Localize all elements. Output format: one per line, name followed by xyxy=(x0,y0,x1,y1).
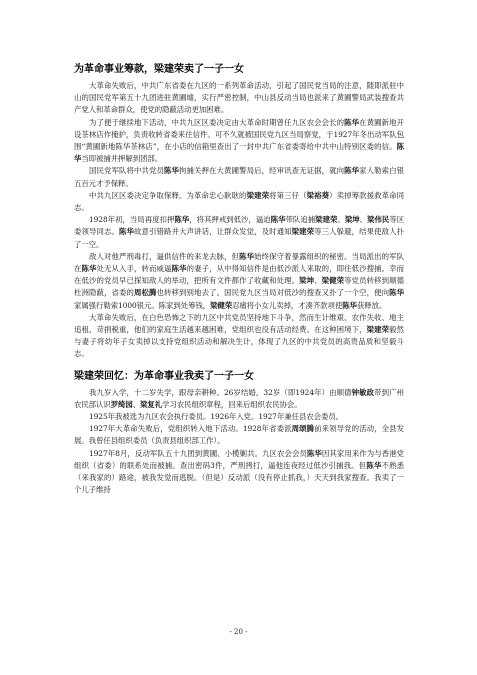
bold-name: 陈华 xyxy=(171,264,187,274)
text-run: 故意引错路并大声讲话，让群众发觉，及时通知 xyxy=(134,227,292,237)
bold-name: 钟敏政 xyxy=(351,387,375,397)
text-run: 等区委领导同志。 xyxy=(74,215,405,237)
paragraph xyxy=(74,312,404,361)
bold-name: 陈华 xyxy=(239,251,255,261)
text-run: 1927年8月，反动军队五十九团到黄圃、小榄剿共。九区农会会员 xyxy=(89,448,307,458)
bold-name: 周松腾 xyxy=(134,288,157,298)
bold-name: 陈华 xyxy=(119,227,135,237)
paragraph xyxy=(74,423,404,447)
bold-name: 陈华 xyxy=(342,300,357,310)
bold-name: 陈华 xyxy=(344,117,360,127)
text-run: 我九岁入学，十二岁失学，跟母亲耕种。26岁结婚，32岁（即1924年）由顺德 xyxy=(89,387,352,397)
bold-name: 梁建荣 xyxy=(291,227,315,237)
paragraph xyxy=(74,117,404,166)
bold-name: 陈华 xyxy=(270,215,286,225)
bold-name: 陈华 xyxy=(81,264,97,274)
text-run: 拘捕关押在大黄圃警局后，经审讯查无证据，就向 xyxy=(179,166,345,176)
section-title-recollection: 梁建荣回忆：为革命事业我卖了一子一女 xyxy=(74,370,254,382)
text-run: ）卖掉筹款援救革命同志。 xyxy=(74,190,404,213)
bold-name: 梁伟民 xyxy=(367,215,390,225)
text-run: 始终保守着暴露组织的秘密。当局派出的军队在 xyxy=(74,251,404,274)
bold-name: 梁建荣 xyxy=(246,190,270,200)
page-content xyxy=(74,63,404,497)
text-run: 的妻子，从中得知信件是由低沙派人来取的，即往低沙搜捕。幸而在低沙的党员早已探知敌人的举动，把所有文件都作了收藏和处理。 xyxy=(74,264,404,286)
text-run: 、 xyxy=(132,399,141,409)
text-run: 、 xyxy=(359,215,368,225)
paragraph xyxy=(74,80,404,117)
text-run: 为了便于继续地下活动，中共九区区委决定由大革命时期曾任九区农会会长的 xyxy=(89,117,345,127)
bold-name: 梁建荣 xyxy=(315,215,338,225)
bold-name: 陈华 xyxy=(174,215,190,225)
text-run: 毅然与妻子将幼年子女卖掉以支持党组织活动和解决生计，体现了九区的中共党员的高贵品质和坚毅斗志。 xyxy=(74,325,404,359)
text-run: 也转移到别地去了。国民党九区当局对低沙的搜查又扑了一个空，便向 xyxy=(156,288,390,298)
paragraph xyxy=(74,448,404,497)
text-run: 等党员转移到顺德杜洲隐蔽，省委的 xyxy=(74,276,405,298)
bold-name: 梁坤 xyxy=(299,276,315,286)
text-run: 因其家用来作为与香港党组织（省委）的联系处而被捕。查出密码3件，严刑拷打，逼他连夜经过低沙引捕我。但 xyxy=(74,448,405,470)
section-body-fundraising xyxy=(74,80,404,361)
paragraph xyxy=(74,165,404,189)
bold-name: 陈华 xyxy=(389,288,404,298)
text-run: 带到广州农民部认识 xyxy=(74,387,404,409)
bold-name: 陈华 xyxy=(306,448,322,458)
text-run: 中共九区区委决定争取保释。为革命忠心耿耿的 xyxy=(89,190,247,200)
text-run: 在黄圃新地开设茶林店作掩护，负责收转省委来往信件。可不久就被国民党九区当局察觉，于1927年冬出动军队包围“黄圃新地陈华茶林店”，在小店的信箱里查出了一封中共广东省委寄给中共中山特别区委的信。 xyxy=(74,117,404,152)
text-run: 国民党军队将中共党员 xyxy=(89,166,165,176)
text-run: 、 xyxy=(314,276,322,286)
bold-name: 陈华 xyxy=(74,142,404,164)
text-run: 大革命失败后，在白色恐怖之下的九区中共党员坚持地下斗争，然而生计维艰、农作失收、地主追租、苛捐税重，他们的家庭生活越来越困难，党组织也没有活动经费。在这种困境下， xyxy=(74,312,404,335)
bold-name: 梁坤 xyxy=(344,215,360,225)
text-run: 家人勒索白银五百元才予保释。 xyxy=(74,166,404,188)
text-run: 带队追捕 xyxy=(285,215,316,225)
text-run: 敌人对他严刑毒打，逼供信件的来龙去脉，但 xyxy=(89,251,240,261)
bold-name: 梁健荣 xyxy=(321,276,345,286)
bold-name: 梁建荣 xyxy=(366,325,390,335)
bold-name: 梁裕葵 xyxy=(306,190,330,200)
text-run: 处无从入手，转而威逼 xyxy=(96,264,172,274)
bold-name: 陈华 xyxy=(344,166,360,176)
bold-name: 梁健荣 xyxy=(210,300,233,310)
text-run: 忍痛将小女儿卖掉，才凑齐款项使 xyxy=(232,300,343,310)
page-number: - 20 - xyxy=(229,628,248,636)
paragraph xyxy=(74,190,404,214)
text-run: ，将其押戒到低沙，逼迫 xyxy=(189,215,271,225)
paragraph xyxy=(74,411,404,423)
text-run: 当即被捕并押解到团部。 xyxy=(81,154,163,164)
bold-name: 梁复礼 xyxy=(140,399,163,409)
bold-name: 陈华 xyxy=(366,460,382,470)
text-run: 1925年我被选为九区农会执行委员。1926年入党。1927年兼任县农会委员。 xyxy=(89,412,344,422)
bold-name: 罗绮园 xyxy=(110,399,133,409)
text-run: 不熟悉（来我家的）路途，被我发觉而逃脱。（但是）反动派（没有停止抓我，）天天到我家搜查。我卖了一个儿子维持 xyxy=(74,460,404,495)
text-run: 1927年大革命失败后，党组织转入地下活动。1928年省委派 xyxy=(89,424,292,434)
text-run: 等三人躲避，结果使敌人扑了一空。 xyxy=(74,227,405,249)
text-run: 将第三仔（ xyxy=(269,190,307,200)
text-run: 前来领导党的活动，全县发展。我曾任县组织委员（负责县组织部工作）。 xyxy=(74,424,404,446)
paragraph xyxy=(74,251,404,312)
section-body-recollection xyxy=(74,387,404,497)
text-run: 、 xyxy=(337,215,345,225)
text-run: 学习农民组织章程，回来后组织农民协会。 xyxy=(162,399,302,409)
text-run: 1928年初，当局再度扣押 xyxy=(89,215,175,225)
text-run: 大革命失败后，中共广东省委在九区的一系列革命活动，引起了国民党当局的注意，随即派驻中山的国民党军第五十九团进驻黄圃墟，实行严密控制，中山县反动当局也派来了黄圃警局武装搜查共产党人和革命群众，使党的隐蔽活动更加困难。 xyxy=(74,81,404,115)
text-run: 获释放。 xyxy=(356,300,387,310)
paragraph xyxy=(74,214,404,251)
bold-name: 周颂腾 xyxy=(291,424,315,434)
bold-name: 陈华 xyxy=(164,166,180,176)
paragraph xyxy=(74,387,404,411)
section-title-fundraising: 为革命事业筹款，梁建荣卖了一子一女 xyxy=(74,64,244,75)
text-run: 家属强行勒索1000银元。陈家到处筹钱， xyxy=(74,300,211,310)
